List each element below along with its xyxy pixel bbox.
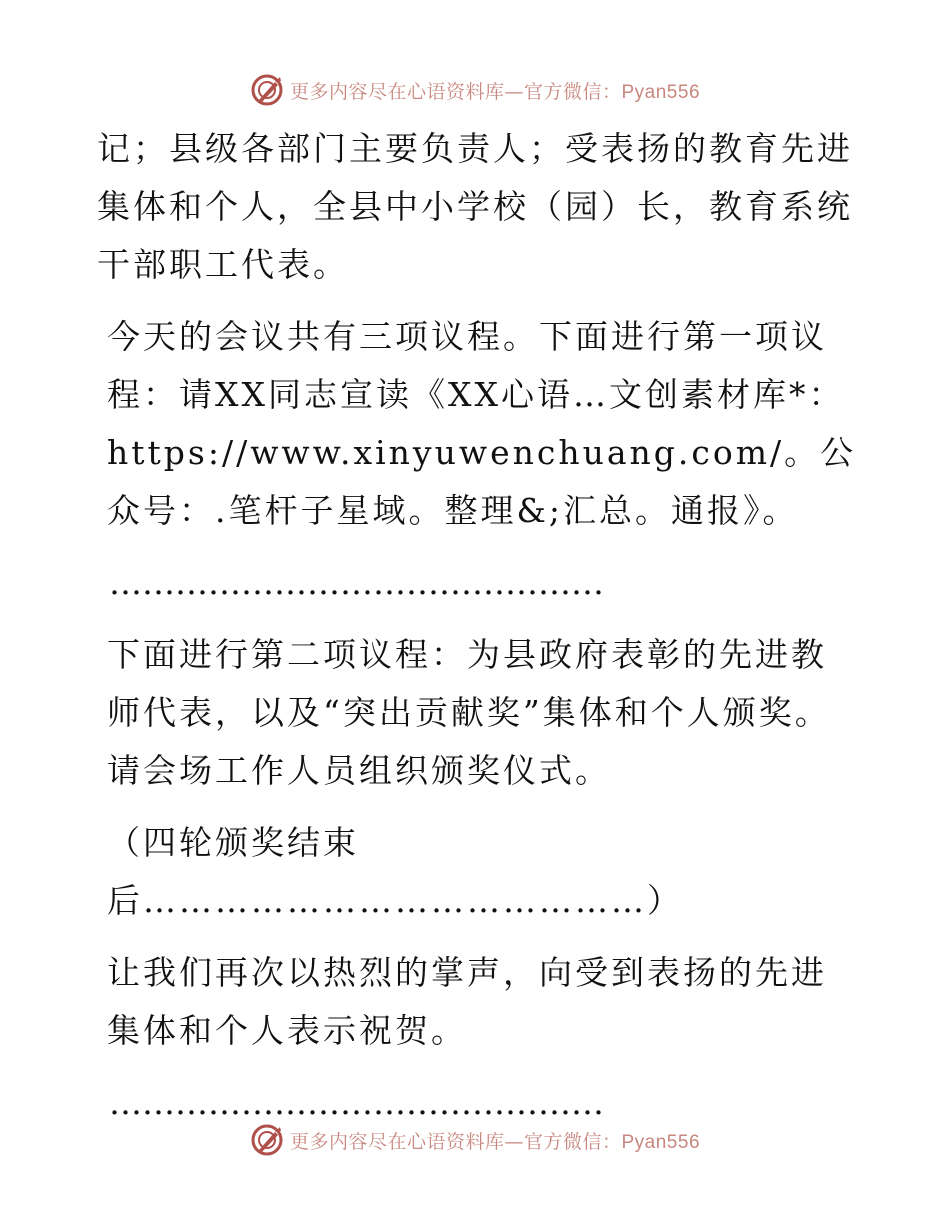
watermark-account: Pyan556	[621, 1131, 701, 1153]
watermark-text: 更多内容尽在心语资料库—官方微信：Pyan556	[289, 1130, 701, 1153]
document-body	[97, 120, 857, 1132]
header-watermark	[0, 70, 950, 110]
ellipsis-line: ………………………………………	[109, 563, 604, 602]
watermark-account: Pyan556	[621, 81, 701, 103]
brand-logo-icon	[250, 73, 284, 107]
watermark-text: 更多内容尽在心语资料库—官方微信：Pyan556	[289, 80, 701, 103]
paragraph: （四轮颁奖结束后……………………………………）	[107, 823, 683, 920]
paragraph: 今天的会议共有三项议程。下面进行第一项议程：请XX同志宣读《XX心语…文创素材库*：https://www.xinyuwenchuang.com/。公众号：.笔杆子星域。整理&;汇总。通报》。	[107, 317, 857, 530]
paragraph: 让我们再次以热烈的掌声，向受到表扬的先进集体和个人表示祝贺。	[107, 953, 827, 1050]
paragraph: 记；县级各部门主要负责人；受表扬的教育先进集体和个人，全县中小学校（园）长，教育系统干部职工代表。	[97, 129, 853, 284]
footer-watermark	[0, 1120, 950, 1160]
paragraph: 下面进行第二项议程：为县政府表彰的先进教师代表，以及“突出贡献奖”集体和个人颁奖。请会场工作人员组织颁奖仪式。	[107, 635, 831, 790]
brand-logo-icon	[250, 1123, 284, 1157]
ellipsis-line: ………………………………………	[109, 1083, 604, 1122]
